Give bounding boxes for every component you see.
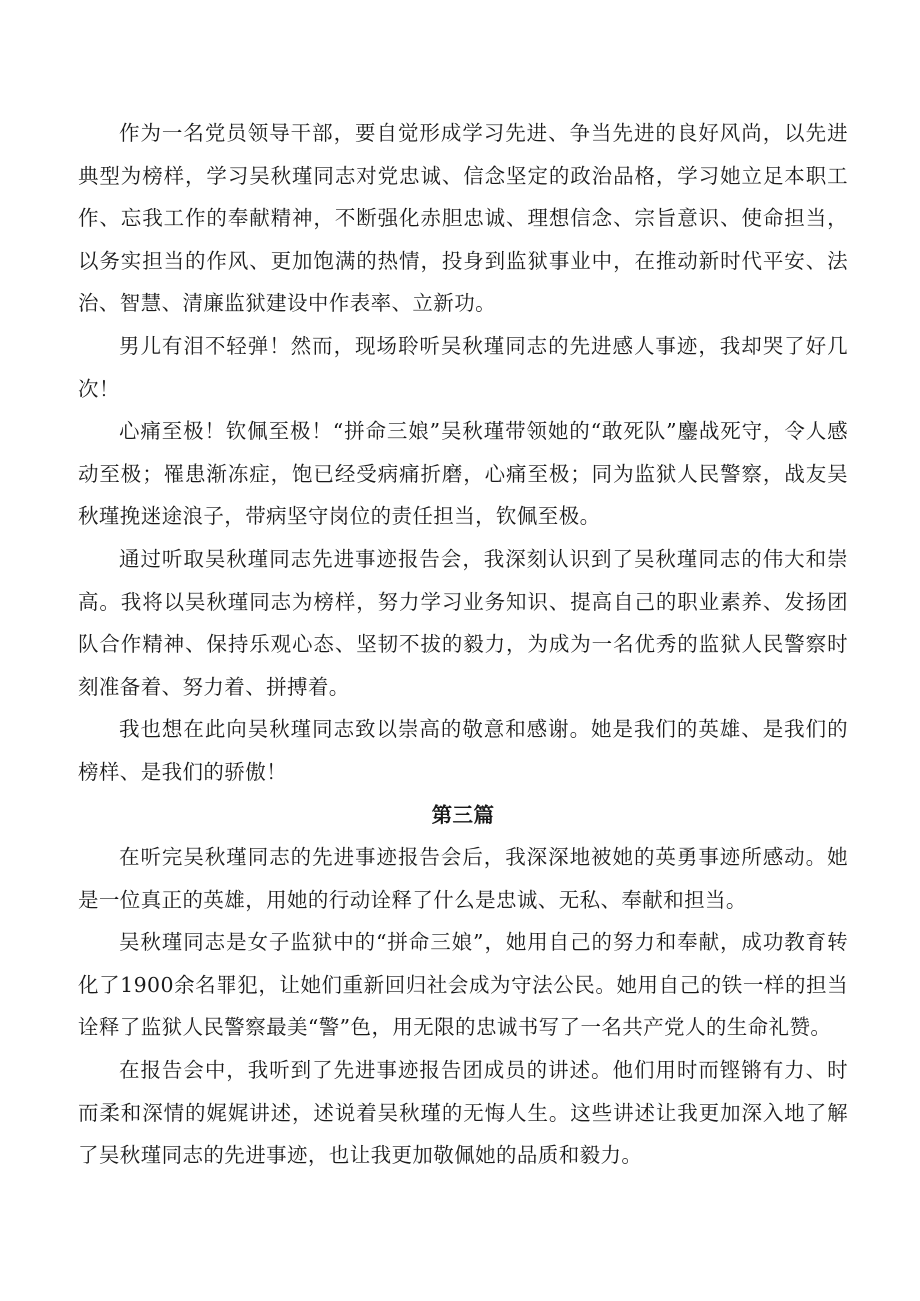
paragraph: 作为一名党员领导干部，要自觉形成学习先进、争当先进的良好风尚，以先进典型为榜样，学习吴秋瑾同志对党忠诚、信念坚定的政治品格，学习她立足本职工作、忘我工作的奉献精神，不断强化赤胆忠诚、理想信念、宗旨意识、使命担当，以务实担当的作风、更加饱满的热情，投身到监狱事业中，在推动新时代平安、法治、智慧、清廉监狱建设中作表率、立新功。 [78, 121, 848, 316]
paragraph: 在报告会中，我听到了先进事迹报告团成员的讲述。他们用时而铿锵有力、时而柔和深情的娓娓讲述，述说着吴秋瑾的无悔人生。这些讲述让我更加深入地了解了吴秋瑾同志的先进事迹，也让我更加敬佩她的品质和毅力。 [78, 1058, 848, 1168]
paragraph: 吴秋瑾同志是女子监狱中的“拼命三娘”，她用自己的努力和奉献，成功教育转化了1900余名罪犯，让她们重新回归社会成为守法公民。她用自己的铁一样的担当诠释了监狱人民警察最美“警”色，用无限的忠诚书写了一名共产党人的生命礼赞。 [78, 930, 848, 1040]
section-title: 第三篇 [431, 802, 495, 827]
paragraph: 在听完吴秋瑾同志的先进事迹报告会后，我深深地被她的英勇事迹所感动。她是一位真正的英雄，用她的行动诠释了什么是忠诚、无私、奉献和担当。 [78, 845, 848, 912]
document-page [78, 112, 848, 1177]
paragraph: 心痛至极！钦佩至极！“拼命三娘”吴秋瑾带领她的“敢死队”鏖战死守，令人感动至极；罹患渐冻症，饱已经受病痛折磨，心痛至极；同为监狱人民警察，战友吴秋瑾挽迷途浪子，带病坚守岗位的责任担当，钦佩至极。 [78, 419, 848, 529]
paragraph: 男儿有泪不轻弹！然而，现场聆听吴秋瑾同志的先进感人事迹，我却哭了好几次！ [78, 333, 848, 401]
paragraph: 通过听取吴秋瑾同志先进事迹报告会，我深刻认识到了吴秋瑾同志的伟大和崇高。我将以吴秋瑾同志为榜样，努力学习业务知识、提高自己的职业素养、发扬团队合作精神、保持乐观心态、坚韧不拔的毅力，为成为一名优秀的监狱人民警察时刻准备着、努力着、拼搏着。 [78, 546, 848, 699]
paragraph: 我也想在此向吴秋瑾同志致以崇高的敬意和感谢。她是我们的英雄、是我们的榜样、是我们的骄傲！ [78, 717, 848, 784]
